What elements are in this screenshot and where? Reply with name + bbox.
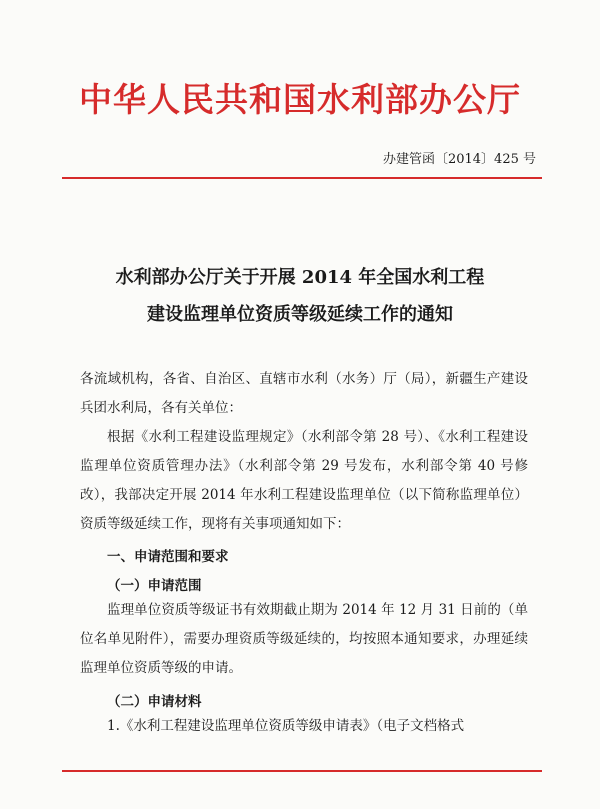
subsection1-heading: （一）申请范围 xyxy=(107,578,202,594)
salutation: 各流域机构，各省、自治区、直辖市水利（水务）厅（局），新疆生产建设兵团水利局，各有关单位： xyxy=(80,371,528,416)
intro-paragraph: 根据《水利工程建设监理规定》（水利部令第 28 号）、《水利工程建设监理单位资质管理办法》（水利部令第 29 号发布，水利部令第 40 号修改），我部决定开展 2014 年水利工程建设监理单位（以下简称监理单位）资质等级延续工作，现将有关事项通知如下： xyxy=(80,429,528,532)
letterhead-title: 中华人民共和国水利部办公厅 xyxy=(79,80,521,119)
subsection1-text: 监理单位资质等级证书有效期截止期为 2014 年 12 月 31 日前的（单位名单见附件），需要办理资质等级延续的，均按照本通知要求，办理延续监理单位资质等级的申请。 xyxy=(80,602,528,676)
subsection2-heading: （二）申请材料 xyxy=(107,694,202,710)
section1-heading: 一、申请范围和要求 xyxy=(107,549,229,565)
document-number: 办建管函〔2014〕425 号 xyxy=(382,152,536,167)
red-divider-bottom xyxy=(62,770,542,772)
red-divider-top xyxy=(62,177,542,179)
material-item-1: 1.《水利工程建设监理单位资质等级申请表》（电子文档格式 xyxy=(107,718,465,734)
notice-title-line1: 水利部办公厅关于开展 2014 年全国水利工程 xyxy=(115,267,485,288)
notice-title-line2: 建设监理单位资质等级延续工作的通知 xyxy=(147,304,453,325)
